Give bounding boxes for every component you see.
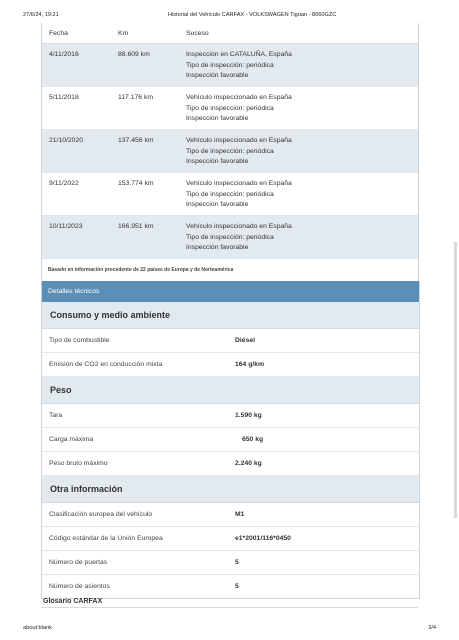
event-line: Tipo de inspección: periódica <box>186 190 274 198</box>
detail-row <box>42 353 419 377</box>
row-date: 10/11/2023 <box>49 223 83 230</box>
glossary-title: Glosario CARFAX <box>43 598 103 605</box>
source-note: Basado en información procedente de 22 países de Europa y de Norteamérica <box>42 259 418 282</box>
detail-label: Número de puertas <box>49 559 108 566</box>
detail-value: Diésel <box>235 337 256 344</box>
detail-label: Emisión de CO2 en conducción mixta <box>49 361 163 368</box>
detail-row <box>42 575 419 598</box>
event-line: Inspección en CATALUÑA, España <box>186 51 292 58</box>
row-date: 4/11/2016 <box>49 51 79 58</box>
table-row <box>42 130 418 173</box>
history-table <box>41 23 419 282</box>
row-km: 88.609 km <box>118 51 150 58</box>
col-suceso: Suceso <box>186 29 209 37</box>
detail-value: 5 <box>235 583 239 590</box>
event-line: Inspección favorable <box>186 158 249 165</box>
history-header-row <box>42 23 418 44</box>
row-km: 137.456 km <box>118 137 154 144</box>
col-fecha: Fecha <box>49 29 68 37</box>
event-line: Vehículo inspeccionado en España <box>186 223 292 230</box>
page-number: 3/4 <box>428 625 436 631</box>
table-row <box>42 216 418 259</box>
detail-value: e1*2001/116*0450 <box>235 535 291 542</box>
event-line: Tipo de inspección: periódica <box>186 104 274 112</box>
detail-label: Número de asientos <box>49 583 110 590</box>
row-km: 117.176 km <box>118 94 154 101</box>
table-row <box>42 173 418 216</box>
detail-value: 5 <box>235 559 239 566</box>
row-event <box>186 93 292 125</box>
tech-details-banner: Detalles técnicos <box>42 281 419 302</box>
row-event <box>186 136 292 168</box>
section-title-consumo: Consumo y medio ambiente <box>42 302 419 329</box>
event-line: Tipo de inspección: periódica <box>186 61 274 69</box>
detail-value: 1.590 kg <box>235 412 262 419</box>
scrollbar[interactable] <box>454 242 457 518</box>
detail-label: Peso bruto máximo <box>49 460 108 467</box>
section-title-otra: Otra información <box>42 476 419 503</box>
event-line: Tipo de inspección: periódica <box>186 147 274 155</box>
print-datetime: 27/6/24, 19:21 <box>23 12 59 18</box>
event-line: Vehículo inspeccionado en España <box>186 180 292 187</box>
detail-value: M1 <box>235 511 245 518</box>
detail-value: 164 g/km <box>235 361 265 368</box>
detail-row <box>42 329 419 353</box>
row-date: 9/11/2022 <box>49 180 79 187</box>
row-date: 21/10/2020 <box>49 137 84 144</box>
detail-value: 650 kg <box>242 436 264 443</box>
print-url: about:blank <box>23 625 52 631</box>
detail-row <box>42 503 419 527</box>
detail-row <box>42 527 419 551</box>
event-line: Inspección favorable <box>186 115 249 122</box>
detail-row <box>42 452 419 476</box>
detail-label: Carga máxima <box>49 436 94 443</box>
detail-label: Tara <box>49 412 63 419</box>
row-date: 5/11/2018 <box>49 94 79 101</box>
detail-row <box>42 428 419 452</box>
detail-value: 2.240 kg <box>235 460 262 467</box>
col-km: Km <box>118 29 129 37</box>
row-km: 166.951 km <box>118 223 154 230</box>
event-line: Vehículo inspeccionado en España <box>186 94 292 101</box>
divider <box>41 607 418 608</box>
print-title: Historial del Vehículo CARFAX - VOLKSWAGEN Tiguan - 8060GZC <box>168 12 337 18</box>
detail-label: Código estándar de la Unión Europea <box>49 535 163 542</box>
table-row <box>42 87 418 130</box>
event-line: Tipo de inspección: periódica <box>186 233 274 241</box>
row-event <box>186 222 292 254</box>
table-row <box>42 44 418 87</box>
event-line: Vehículo inspeccionado en España <box>186 137 292 144</box>
row-event <box>186 179 292 211</box>
event-line: Inspección favorable <box>186 244 249 251</box>
detail-row <box>42 404 419 428</box>
event-line: Inspección favorable <box>186 201 249 208</box>
tech-details-panel <box>41 281 420 599</box>
detail-row <box>42 551 419 575</box>
section-title-peso: Peso <box>42 377 419 404</box>
event-line: Inspección favorable <box>186 72 249 79</box>
detail-label: Tipo de combustible <box>49 337 110 344</box>
detail-label: Clasificación europea del vehículo <box>49 511 153 518</box>
row-km: 153.774 km <box>118 180 154 187</box>
row-event <box>186 50 292 82</box>
